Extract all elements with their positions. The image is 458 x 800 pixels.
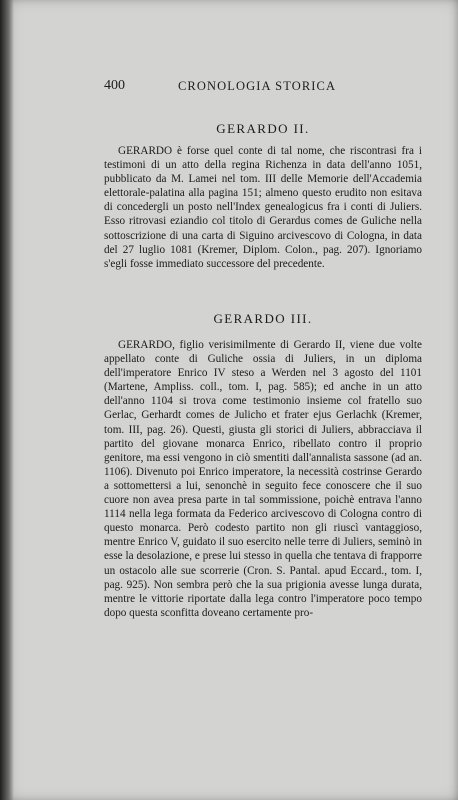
section-text-gerardo-ii: GERARDO è forse quel conte di tal nome, che riscontrasi fra i testimoni di un atto della regina Richenza in data dell'anno 1051, pubblicato da M. Lamei nel tom. III delle Memorie dell'Accademia elettorale-palatina alla pagina 151; almeno questo erudito non esitava di concedergli un posto nell'Index genealogicus fra i conti di Juliers. Esso ritrovasi eziandio col titolo di Gerardus comes de Guliche nella sottoscrizione di una carta di Siguino arcivescovo di Cologna, in data del 27 luglio 1081 (Kremer, Diplom. Colon., pag. 207). Ignoriamo s'egli fosse immediato successore del precedente. <box>104 145 422 270</box>
page-spine-shadow <box>0 0 14 800</box>
running-head: CRONOLOGIA STORICA <box>178 79 337 93</box>
section-text-gerardo-iii: GERARDO, figlio verisimilmente di Gerardo II, viene due volte appellato conte di Guliche ossia di Juliers, in un diploma dell'imperatore Enrico IV steso a Werden nel 3 agosto del 1101 (Martene, Ampliss. coll., tom. I, pag. 585); ed anche in un atto dell'anno 1104 si trova come testimonio insieme col fratello suo Gerlac, Gerhardt comes de Julicho et frater ejus Gerlachk (Kremer, tom. III, pag. 26). Questi, giusta gli storici di Juliers, abbracciava il partito del giovane monarca Enrico, ribellato contro il proprio genitore, ma essi vengono in ciò smentiti dall'annalista sassone (ad an. 1106). Divenuto poi Enrico imperatore, la necessità costrinse Gerardo a sottomettersi a lui, senonchè in seguito fece conoscere che il suo cuore non avea presa parte in tal sommissione, poichè entrava l'anno 1114 nella lega formata da Federico arcivescovo di Cologna contro di questo monarca. Però codesto partito non gli riuscì vantaggioso, mentre Enrico V, guidato il suo esercito nelle terre di Juliers, seminò in esse la desolazione, e prese lui stesso in quella che tentava di frapporre un ostacolo alle sue scorrerie (Cron. S. Pantal. apud Eccard., tom. I, pag. 925). Non sembra però che la sua prigionia avesse lunga durata, mentre le vittorie riportate dalla lega contro l'imperatore poco tempo dopo questa sconfitta doveano certamente pro- <box>104 339 422 619</box>
page-header <box>104 78 422 96</box>
section-title-gerardo-iii: GERARDO III. <box>213 311 313 326</box>
section-title-gerardo-ii: GERARDO II. <box>216 121 310 136</box>
page-number: 400 <box>104 78 125 93</box>
